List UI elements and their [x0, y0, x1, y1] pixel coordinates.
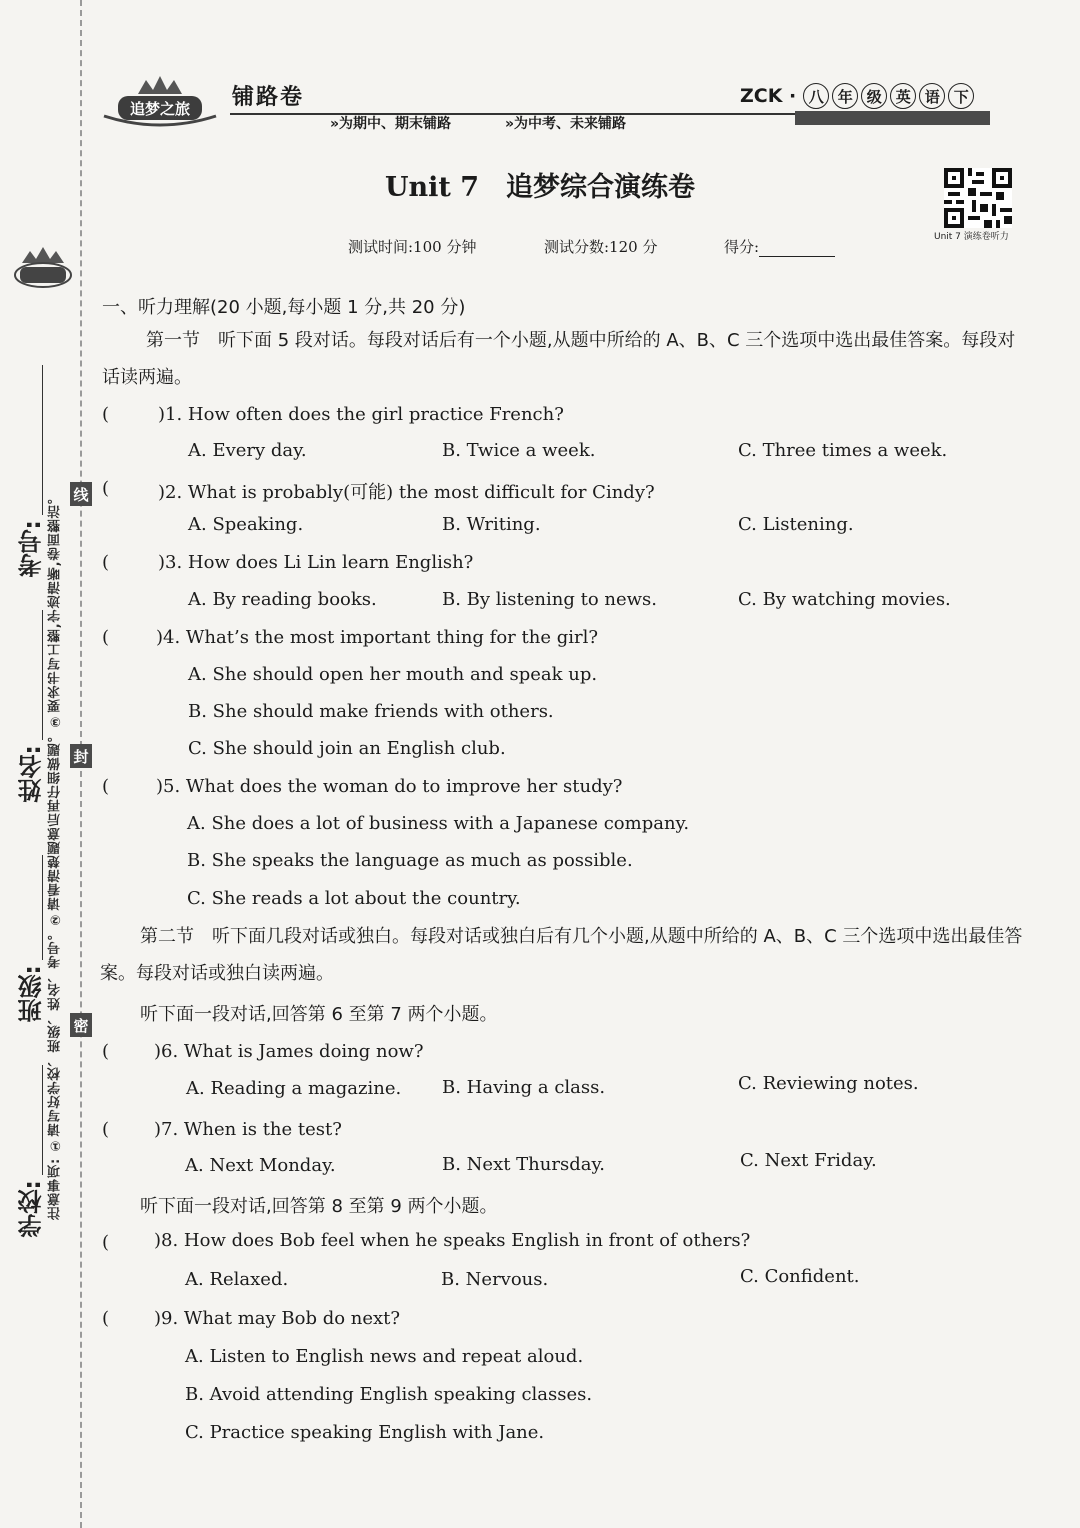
question-stem: )9. What may Bob do next? [154, 1308, 401, 1329]
part2-intro: 第二节 听下面几段对话或独白。每段对话或独白后有几个小题,从题中所给的 A、B、C 三个选项中选出最佳答案。每段对话或独白读两遍。 [100, 926, 1023, 984]
question-stem: )1. How often does the girl practice French? [158, 404, 564, 425]
exam-time: 测试时间:100 分钟 [348, 238, 477, 256]
option-a: A. Relaxed. [185, 1269, 289, 1290]
score-label [724, 236, 835, 257]
option-b: B. Next Thursday. [442, 1154, 605, 1175]
grade-char: 八 [803, 83, 829, 109]
answer-bracket[interactable]: ( [102, 1041, 110, 1062]
side-logo-icon [12, 245, 74, 293]
series-code: ZCK · [740, 85, 797, 107]
student-name-field[interactable] [42, 610, 43, 740]
grade-char: 英 [890, 83, 916, 109]
question-stem: )4. What’s the most important thing for the girl? [156, 627, 598, 648]
option-c: C. She reads a lot about the country. [187, 888, 521, 909]
option-c: C. By watching movies. [738, 589, 951, 610]
exam-number-label: 考号: [18, 520, 46, 578]
score-input-line[interactable] [759, 242, 835, 257]
option-a: A. By reading books. [188, 589, 377, 610]
class-field[interactable] [42, 855, 43, 960]
option-c: C. Practice speaking English with Jane. [185, 1422, 545, 1443]
exam-score: 测试分数:120 分 [544, 238, 658, 256]
answer-bracket[interactable]: ( [102, 552, 110, 573]
answer-bracket[interactable]: ( [102, 1119, 110, 1140]
option-c: C. She should join an English club. [188, 738, 506, 759]
part1-intro: 第一节 听下面 5 段对话。每段对话后有一个小题,从题中所给的 A、B、C 三个选项中选出最佳答案。每段对话读两遍。 [102, 330, 1016, 388]
option-a: A. Every day. [188, 440, 307, 461]
question-stem: )2. What is probably(可能) the most difficult for Cindy? [158, 482, 655, 503]
answer-bracket[interactable]: ( [102, 1232, 110, 1253]
option-c: C. Reviewing notes. [738, 1073, 919, 1094]
seal-seal: 封 [70, 744, 92, 768]
answer-bracket[interactable]: ( [102, 1308, 110, 1329]
option-b: B. Avoid attending English speaking classes. [185, 1384, 593, 1405]
exam-number-field[interactable] [42, 365, 43, 515]
dialog-instruction: 听下面一段对话,回答第 8 至第 9 两个小题。 [140, 1196, 498, 1217]
question-stem: )5. What does the woman do to improve her study? [156, 776, 623, 797]
grade-bar [795, 111, 990, 125]
grade-badge [740, 83, 974, 109]
answer-bracket[interactable]: ( [102, 478, 110, 499]
option-b: B. She speaks the language as much as possible. [187, 850, 633, 871]
student-name-label: 姓名: [18, 745, 46, 803]
dialog-instruction: 听下面一段对话,回答第 6 至第 7 两个小题。 [140, 1004, 498, 1025]
answer-bracket[interactable]: ( [102, 776, 110, 797]
option-c: C. Next Friday. [740, 1150, 877, 1171]
grade-char: 下 [948, 83, 974, 109]
option-b: B. Twice a week. [442, 440, 596, 461]
qr-caption: Unit 7 演练卷听力 [934, 232, 1009, 242]
question-stem: )3. How does Li Lin learn English? [158, 552, 474, 573]
slogan-left: »为期中、期末铺路 [330, 116, 452, 132]
logo-text: 追梦之旅 [129, 100, 191, 118]
option-b: B. She should make friends with others. [188, 701, 554, 722]
option-a: A. She should open her mouth and speak up. [188, 664, 598, 685]
series-name: 铺路卷 [232, 85, 305, 110]
seal-line: 线 [70, 482, 92, 506]
notice-text: 注意事项: ①请写好学校、班级、姓名、考号。②请看清楚题意后再仔细做题。③要求书写工整,字迹清晰,卷面整洁。 [48, 490, 63, 1220]
option-c: C. Three times a week. [738, 440, 948, 461]
answer-bracket[interactable]: ( [102, 404, 110, 425]
qr-code-icon[interactable] [944, 168, 1012, 228]
school-field[interactable] [42, 1065, 43, 1175]
question-stem: )7. When is the test? [154, 1119, 342, 1140]
option-a: A. Reading a magazine. [186, 1078, 402, 1099]
option-a: A. Speaking. [188, 514, 304, 535]
option-c: C. Listening. [738, 514, 854, 535]
option-b: B. Nervous. [441, 1269, 549, 1290]
seal-secret: 密 [70, 1013, 92, 1037]
option-b: B. Writing. [442, 514, 541, 535]
option-a: A. She does a lot of business with a Japanese company. [187, 813, 690, 834]
grade-char: 语 [919, 83, 945, 109]
score-text: 得分: [724, 238, 760, 256]
page-title: Unit 7 追梦综合演练卷 [384, 172, 696, 203]
answer-bracket[interactable]: ( [102, 627, 110, 648]
grade-char: 年 [832, 83, 858, 109]
option-a: A. Listen to English news and repeat aloud. [185, 1346, 584, 1367]
section-heading: 一、听力理解(20 小题,每小题 1 分,共 20 分) [102, 297, 466, 318]
school-label: 学校: [18, 1180, 46, 1238]
option-a: A. Next Monday. [185, 1155, 336, 1176]
class-label: 班级: [18, 965, 46, 1023]
brand-logo-icon [100, 72, 220, 134]
grade-char: 级 [861, 83, 887, 109]
question-stem: )6. What is James doing now? [154, 1041, 424, 1062]
question-stem: )8. How does Bob feel when he speaks English in front of others? [154, 1230, 751, 1251]
option-b: B. Having a class. [442, 1077, 606, 1098]
option-b: B. By listening to news. [442, 589, 658, 610]
option-c: C. Confident. [740, 1266, 860, 1287]
slogan-right: »为中考、未来铺路 [505, 116, 627, 132]
